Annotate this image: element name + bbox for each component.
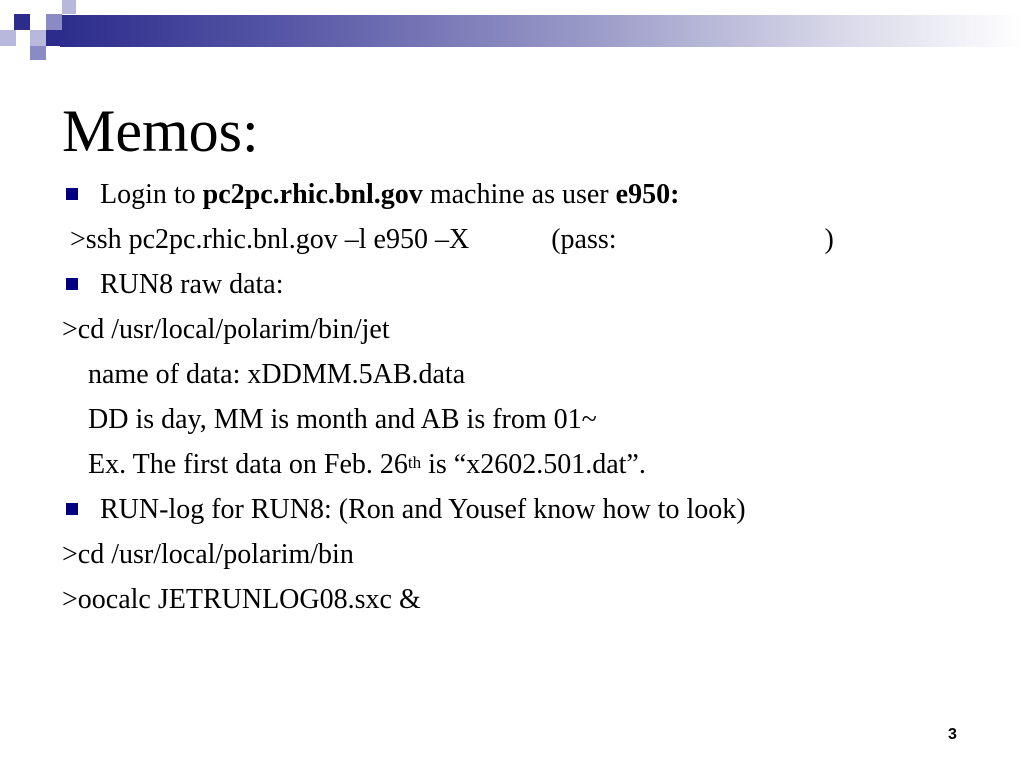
login-user: e950: [615, 179, 680, 210]
ssh-command: >ssh pc2pc.rhic.bnl.gov –l e950 –X [70, 224, 470, 255]
cd-bin-line [62, 532, 982, 577]
header-white-strip [60, 0, 1024, 15]
bullet-login [62, 172, 982, 217]
dd-desc-line [62, 397, 982, 442]
header-square-mid [46, 14, 62, 30]
dd-desc-text: DD is day, MM is month and AB is from 01~ [88, 404, 597, 435]
bullet-raw-data [62, 262, 982, 307]
example-superscript: th [407, 453, 422, 472]
header-square-light [62, 0, 76, 14]
header-square-light [30, 30, 46, 46]
pass-open: (pass: [551, 224, 617, 255]
example-line [62, 442, 982, 487]
login-text-pre: Login to [100, 179, 203, 210]
header-square-dark [46, 30, 60, 46]
example-text-post: is “x2602.501.dat”. [421, 449, 646, 480]
data-name-text: name of data: xDDMM.5AB.data [88, 359, 466, 390]
data-name-line [62, 352, 982, 397]
header-square-mid [30, 46, 46, 60]
bullet-run-log [62, 487, 982, 532]
page-number: 3 [948, 726, 957, 743]
cd-bin-command: >cd /usr/local/polarim/bin [62, 539, 354, 570]
slide-title: Memos: [62, 98, 259, 164]
header-square-light [0, 30, 16, 46]
bullet-square-icon [66, 278, 78, 290]
oocalc-command: >oocalc JETRUNLOG08.sxc & [62, 584, 421, 615]
bullet-square-icon [66, 188, 78, 200]
oocalc-line [62, 577, 982, 622]
example-text-pre: Ex. The first data on Feb. 26 [88, 449, 408, 480]
header-square-dark [14, 14, 30, 30]
cd-jet-line [62, 307, 982, 352]
ssh-command-line [62, 217, 982, 262]
pass-close: ) [824, 224, 834, 255]
slide-body [62, 172, 982, 622]
run-log-heading: RUN-log for RUN8: (Ron and Yousef know how to look) [100, 494, 746, 525]
raw-data-heading: RUN8 raw data: [100, 269, 284, 300]
login-text-mid: machine as user [422, 179, 616, 210]
cd-jet-command: >cd /usr/local/polarim/bin/jet [62, 314, 390, 345]
login-host: pc2pc.rhic.bnl.gov [202, 179, 423, 210]
bullet-square-icon [66, 503, 78, 515]
